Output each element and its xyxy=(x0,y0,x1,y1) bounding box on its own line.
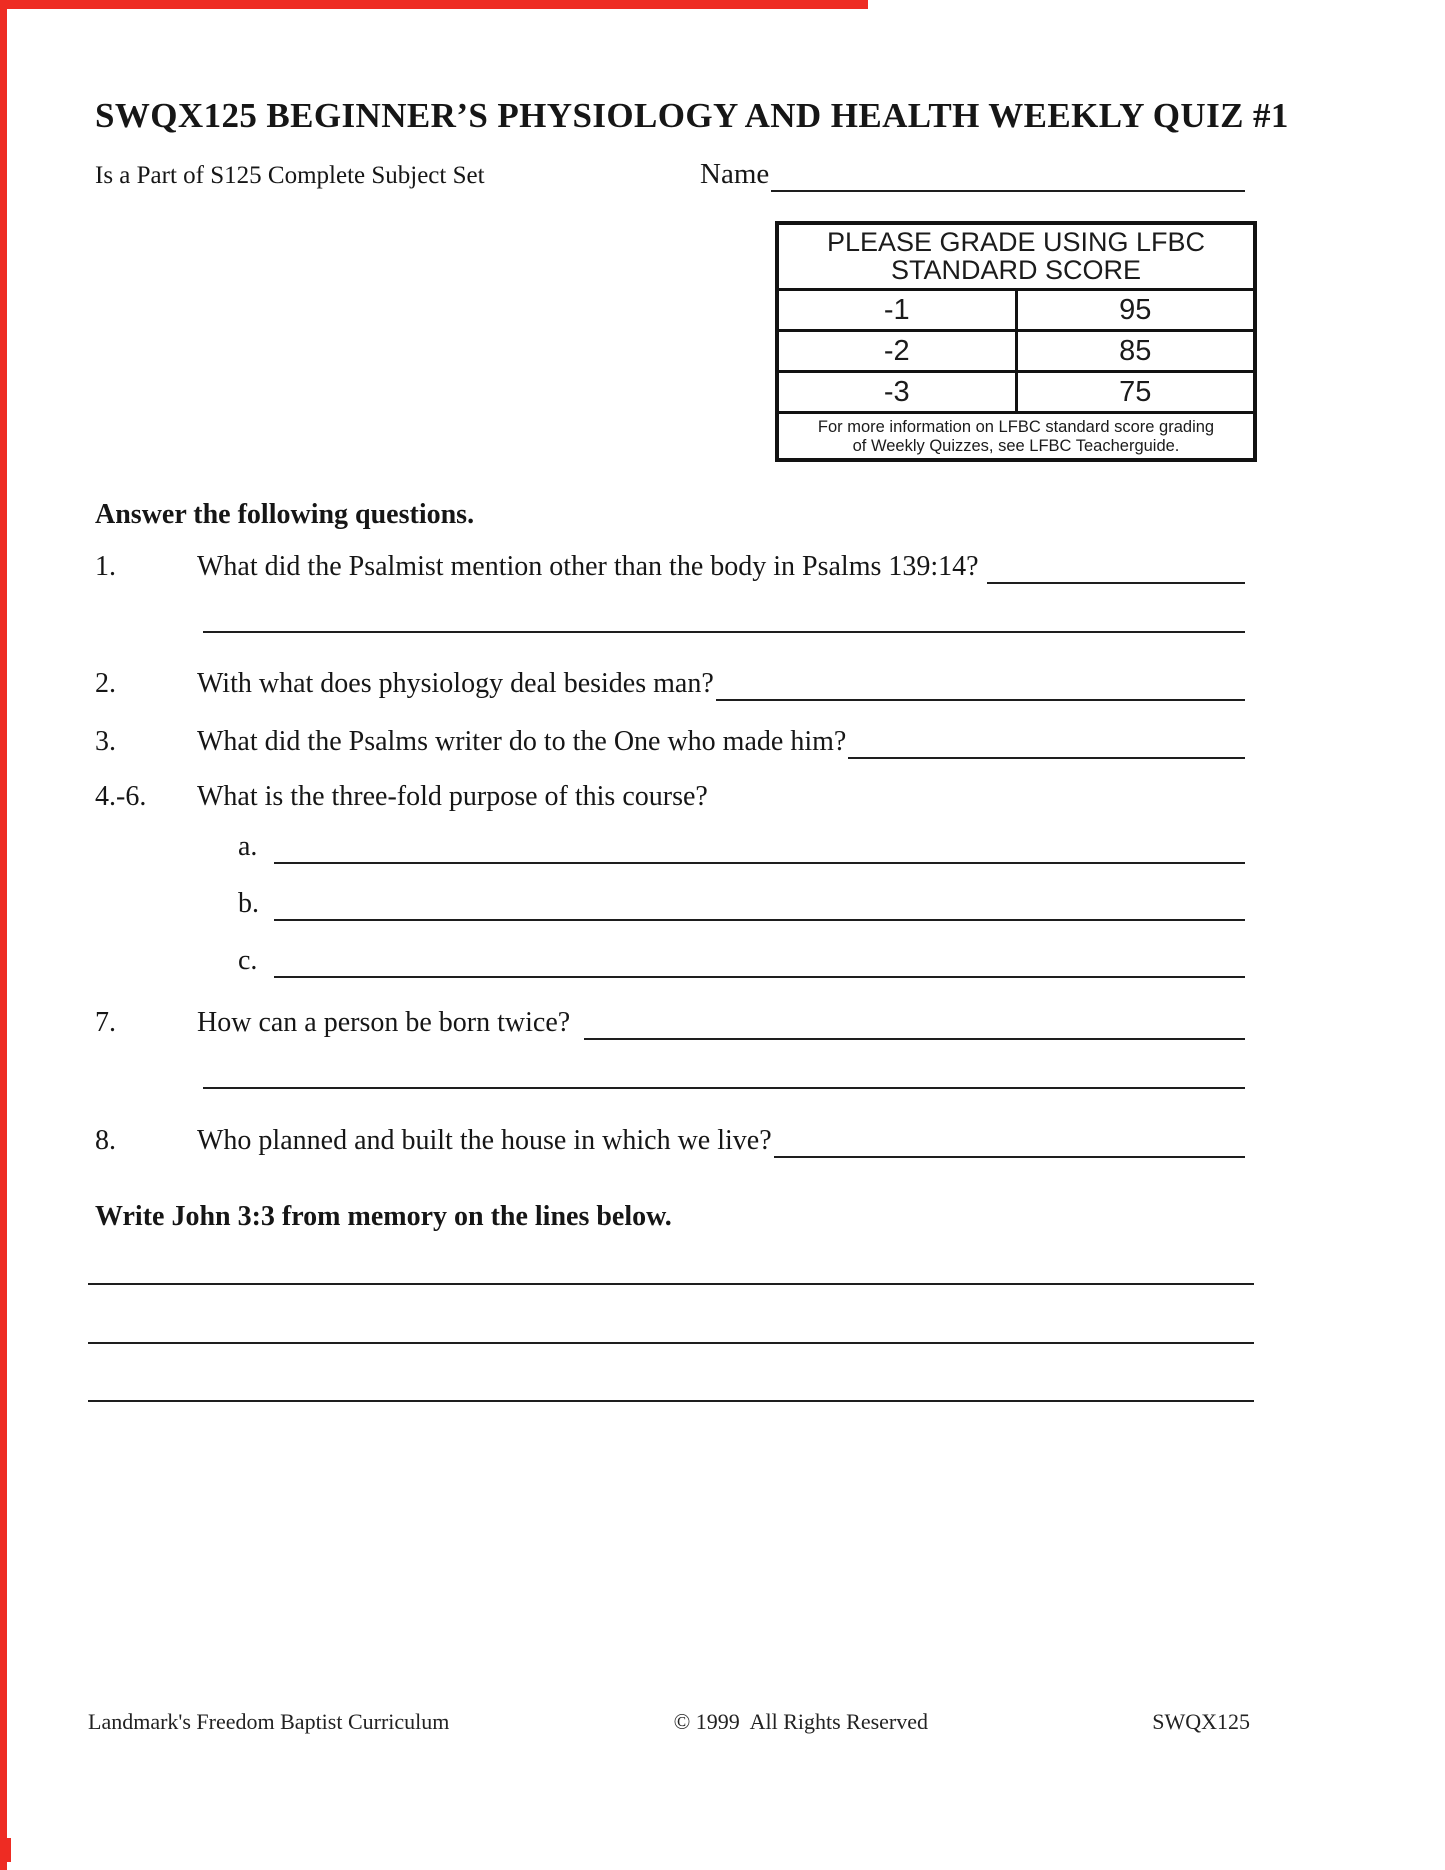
name-blank[interactable] xyxy=(771,156,1245,192)
grade-box-header xyxy=(779,225,1253,291)
question-number: 3. xyxy=(95,726,116,757)
subpart-row-a xyxy=(238,830,1245,864)
question-row-4-6 xyxy=(95,780,1245,814)
subpart-label: c. xyxy=(238,945,258,976)
answer-blank[interactable] xyxy=(274,944,1245,978)
question-row-3 xyxy=(95,725,1245,759)
answer-blank[interactable] xyxy=(987,550,1245,584)
page-title: SWQX125 BEGINNER’S PHYSIOLOGY AND HEALTH WEEKLY QUIZ #1 xyxy=(95,96,1289,135)
question-number: 2. xyxy=(95,668,116,699)
question-number: 8. xyxy=(95,1125,116,1156)
question-text: With what does physiology deal besides man? xyxy=(197,668,714,699)
question-row-1 xyxy=(95,550,1245,584)
writing-line[interactable] xyxy=(88,1400,1254,1402)
question-number: 4.-6. xyxy=(95,781,147,812)
scan-edge-left xyxy=(0,0,7,1870)
grade-box-header-line2: STANDARD SCORE xyxy=(890,255,1142,285)
grade-deduction: -2 xyxy=(779,332,1018,370)
footer-code: SWQX125 xyxy=(1152,1709,1250,1734)
grade-row xyxy=(779,332,1253,373)
question-row-7 xyxy=(95,1006,1245,1040)
grade-deduction: -3 xyxy=(779,373,1018,411)
memory-verse-heading: Write John 3:3 from memory on the lines below. xyxy=(95,1201,672,1232)
writing-line[interactable] xyxy=(88,1342,1254,1344)
answer-blank[interactable] xyxy=(774,1124,1245,1158)
question-number: 1. xyxy=(95,551,116,582)
answer-blank[interactable] xyxy=(716,667,1245,701)
page-subtitle: Is a Part of S125 Complete Subject Set xyxy=(95,162,485,189)
question-row-2 xyxy=(95,667,1245,701)
footer-copyright: © 1999 All Rights Reserved xyxy=(673,1709,929,1734)
question-text: How can a person be born twice? xyxy=(197,1007,571,1038)
question-row-8 xyxy=(95,1124,1245,1158)
grade-box-footnote-line1: For more information on LFBC standard score grading xyxy=(817,418,1215,436)
question-text: What did the Psalms writer do to the One who made him? xyxy=(197,726,847,757)
grade-row xyxy=(779,291,1253,332)
writing-line[interactable] xyxy=(88,1283,1254,1285)
name-label: Name xyxy=(700,158,770,190)
subpart-label: a. xyxy=(238,831,258,862)
page-footer xyxy=(88,1708,1250,1736)
subpart-row-b xyxy=(238,887,1245,921)
question-text: What is the three-fold purpose of this course? xyxy=(197,781,708,812)
grade-score: 85 xyxy=(1119,335,1152,367)
grade-score: 75 xyxy=(1119,376,1152,408)
question-number: 7. xyxy=(95,1007,116,1038)
name-field-row xyxy=(700,156,1245,192)
answer-blank[interactable] xyxy=(274,830,1245,864)
grade-box-footnote-line2: of Weekly Quizzes, see LFBC Teacherguide. xyxy=(852,437,1180,455)
grade-row xyxy=(779,373,1253,414)
answer-blank[interactable] xyxy=(274,887,1245,921)
subpart-label: b. xyxy=(238,888,259,919)
footer-publisher: Landmark's Freedom Baptist Curriculum xyxy=(88,1709,450,1734)
grade-box xyxy=(775,221,1257,462)
answer-blank[interactable] xyxy=(848,725,1245,759)
question-text: What did the Psalmist mention other than the body in Psalms 139:14? xyxy=(197,551,979,582)
instructions-heading: Answer the following questions. xyxy=(95,499,475,530)
grade-box-header-line1: PLEASE GRADE USING LFBC xyxy=(826,227,1206,257)
scan-edge-bottom-mark xyxy=(0,1838,11,1862)
scan-edge-top xyxy=(0,0,868,9)
answer-blank-line[interactable] xyxy=(203,631,1245,633)
question-text: Who planned and built the house in which we live? xyxy=(197,1125,772,1156)
subpart-row-c xyxy=(238,944,1245,978)
grade-score: 95 xyxy=(1119,294,1152,326)
grade-deduction: -1 xyxy=(779,291,1018,329)
grade-box-footnote xyxy=(779,414,1253,456)
answer-blank[interactable] xyxy=(584,1006,1245,1040)
answer-blank-line[interactable] xyxy=(203,1087,1245,1089)
